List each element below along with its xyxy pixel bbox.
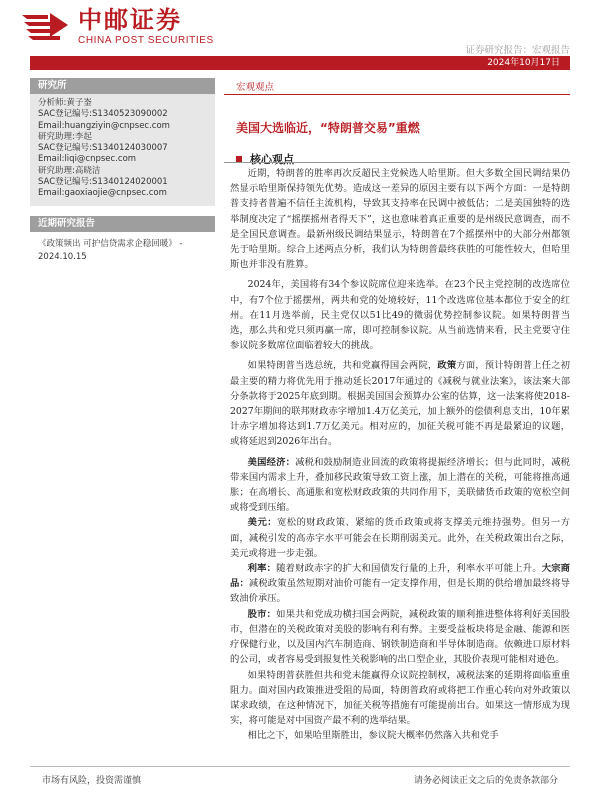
disclaimer-notice: 请务必阅读正文之后的免责条款部分: [413, 776, 558, 786]
paragraph: 相比之下，如果哈里斯胜出，参议院大概率仍然落入共和党手: [247, 730, 499, 742]
paragraph: 利率：随着财政赤字的扩大和国债发行量的上升，利率水平可能上升。大宗商品：减税政策虽然短期对油价可能有一定支撑作用，但是长期的供给增加最终将导致油价承压。: [230, 563, 570, 605]
category-label: 宏观观点: [236, 82, 275, 93]
paragraph: 如果特朗普当选总统，共和党赢得国会两院，政策方面，预计特朗普上任之初最主要的精力将优先用于推动延长2017年通过的《减税与就业法案》，该法案大部分条款将于2025年底到期。根据美国国会预算办公室的估算，这一法案将使2018-2027年期间的联邦财政赤字增加1.4万亿美元，加上额外的偿债利息支出，10年累计赤字增加将达到1.7万亿美元。相对应的，加征关税可能不再是最紧迫的议题，或将延迟到2026年出台。: [230, 360, 570, 448]
footer: [30, 766, 570, 786]
analyst-line: SAC登记编号:S1340124030007: [38, 143, 168, 154]
recent-reports-heading: 近期研究报告: [30, 216, 215, 232]
analyst-email[interactable]: Email:liqi@cnpsec.com: [38, 154, 137, 165]
section-heading: [236, 151, 294, 167]
brand-logo: [18, 6, 214, 46]
paragraph: 美元：宽松的财政政策、紧缩的货币政策或将支撑美元维持强势。但另一方面，减税引发的高赤字水平可能会在长期削弱美元。此外，在关税政策出台之际，美元或将进一步走强。: [230, 517, 570, 559]
section-divider: [224, 162, 570, 163]
paragraph: 如果特朗普获胜但共和党未能赢得众议院控制权，减税法案的延期将面临重重阻力。面对国内政策推进受阻的局面，特朗普政府或将把工作重心转向对外政策以谋求政绩，在这种情况下，加征关税等措施有可能提前出台。如果这一情形成为现实，将可能是对中国资产最不利的选举结果。: [230, 669, 570, 727]
sidebar: [30, 78, 215, 270]
brand-name-en: CHINA POST SECURITIES: [78, 34, 214, 46]
body-text: [230, 166, 570, 744]
paragraph: 股市：如果共和党成功横扫国会两院，减税政策的顺利推进整体将利好美国股市，但潜在的关税政策对美股的影响有利有弊。主要受益板块将是金融、能源和医疗保健行业，以及国内汽车制造商、钢铁制造商和半导体制造商。依赖进口原材料的公司，或者容易受到报复性关税影响的出口型企业，其股价表现可能相对逊色。: [230, 608, 570, 666]
analyst-line: SAC登记编号:S1340523090002: [38, 109, 168, 120]
recent-report-link[interactable]: 《政策频出 可护信贷需求企稳回暖》 - 2024.10.15: [38, 238, 183, 262]
paragraph: 近期，特朗普的胜率再次反超民主党候选人哈里斯。但大多数全国民调结果仍然显示哈里斯保持领先优势。造成这一差异的原因主要有以下两个方面：一是特朗普支持者普遍不信任主流机构，导致其支持率在民调中被低估；二是美国独特的选举制度决定了“摇摆摇州者得天下”，这也意味着真正重要的是州级民意调查，而不是全国民意调查。最新州级民调结果显示，特朗普在7个摇摆州中的大部分州都领先于哈里斯。综合上述两点分析，我们认为特朗普最终获胜的可能性较大，但哈里斯也并非没有胜算。: [230, 168, 570, 271]
risk-disclaimer: 市场有风险，投资需谨慎: [42, 776, 142, 786]
category-divider: [224, 94, 570, 95]
brand-name-cn: 中邮证券: [78, 5, 182, 34]
report-type-label: 证券研究报告：宏观报告: [465, 45, 570, 56]
report-title: 美国大选临近，“特朗普交易”重燃: [236, 121, 420, 135]
analyst-email[interactable]: Email:gaoxiaojie@cnpsec.com: [38, 188, 167, 199]
analyst-line: 分析师:黄子崟: [38, 98, 92, 108]
category-tag: [224, 78, 570, 95]
analyst-email[interactable]: Email:huangziyin@cnpsec.com: [38, 120, 170, 131]
paragraph: 2024年，美国将有34个参议院席位迎来选举。在23个民主党控制的改选席位中，有7个位于摇摆州，两共和党的处境较好，11个改选席位基本都位于安全的红州。在11月选举前，民主党仅以51比49的微弱优势控制参议院。如果特朗普当选，那么共和党只须再赢一席，即可控制参议院。从当前选情来看，民主党要守住参议院多数席位面临着较大的挑战。: [230, 279, 570, 352]
report-date: 2024年10月17日: [487, 58, 560, 68]
china-post-emblem-icon: [18, 9, 72, 43]
team-heading: 研究所: [30, 78, 215, 94]
paragraph: 美国经济：减税和鼓励制造业回流的政策将提振经济增长；但与此同时，减税带来国内需求上升，叠加移民政策导致工资上涨，加上潜在的关税，可能将推高通胀；在高增长、高通胀和宽松财政政策的共同作用下，美联储货币政策的宽松空间或将受到压缩。: [230, 456, 570, 514]
analyst-line: 研究助理:李起: [38, 131, 92, 142]
analyst-line: SAC登记编号:S1340124020001: [38, 177, 168, 188]
analyst-info: [30, 94, 215, 206]
section-title: 核心观点: [250, 153, 294, 166]
analyst-line: 研究助理:高晓洁: [38, 165, 101, 176]
